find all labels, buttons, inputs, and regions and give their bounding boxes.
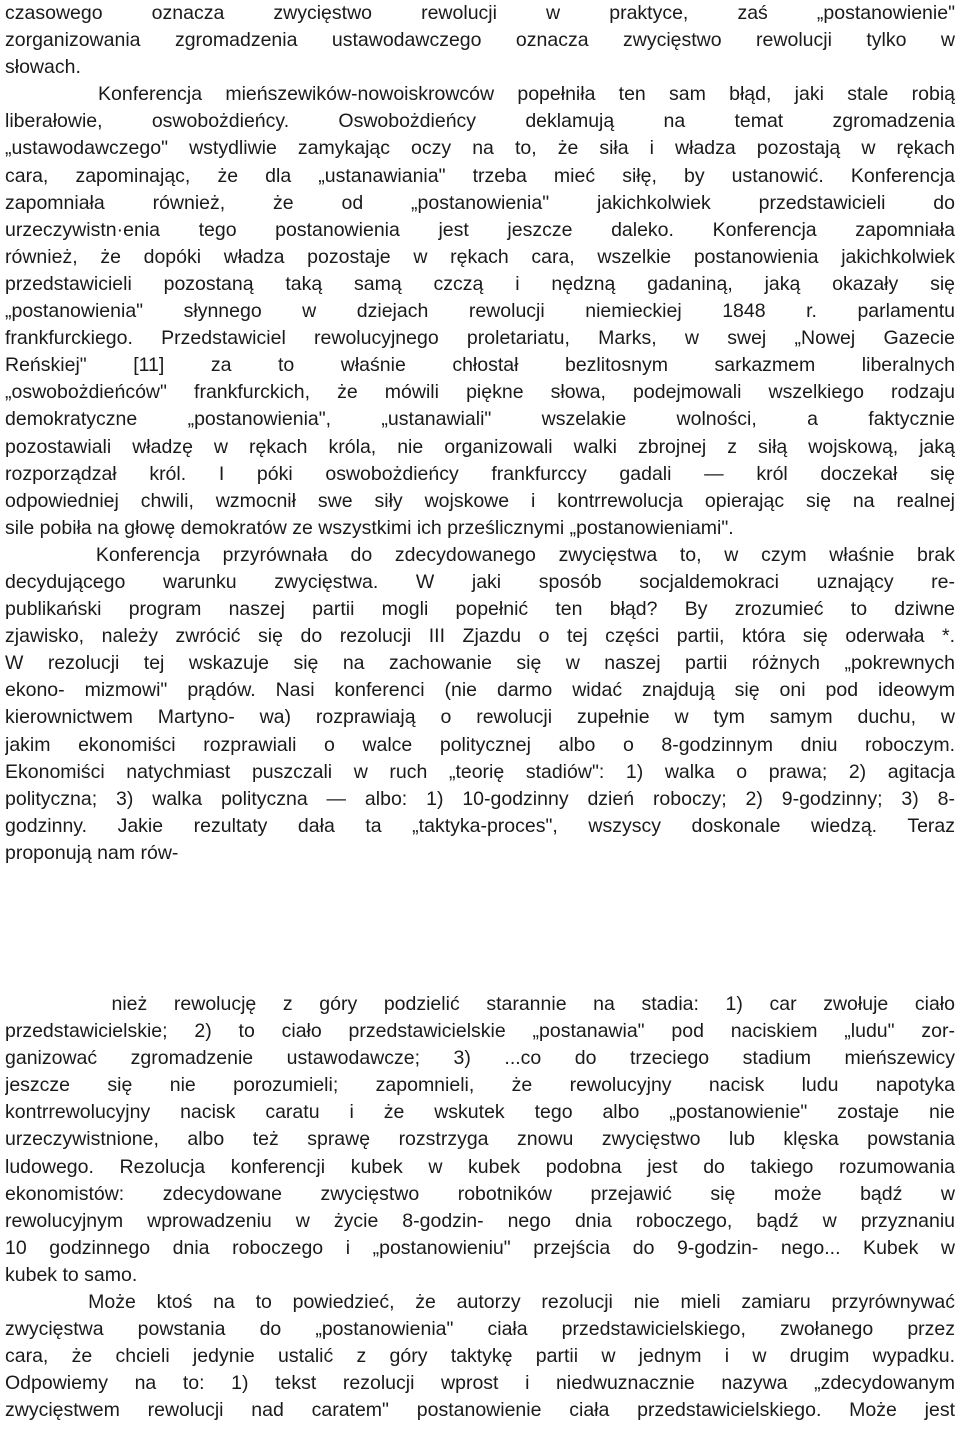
- text-block-top: [5, 0, 955, 867]
- text-line: polityczna; 3) walka polityczna — albo: 1) 10-godzinny dzień roboczy; 2) 9-godzinny; 3) 8-: [5, 787, 955, 810]
- text-line: ganizować zgromadzenie ustawodawcze; 3) ...co do trzeciego stadium mieńszewicy: [5, 1047, 955, 1070]
- text-line: jakim ekonomiści rozprawiali o walce politycznej albo o 8-godzinnym dniu roboczym.: [5, 733, 955, 756]
- text-line: urzeczywistn·enia tego postanowienia jest jeszcze daleko. Konferencja zapomniała: [5, 218, 955, 241]
- text-line: rewolucyjnym wprowadzeniu w życie 8-godzin- nego dnia roboczego, bądź w przyznaniu: [5, 1209, 955, 1232]
- text-line: zorganizowania zgromadzenia ustawodawczego oznacza zwycięstwo rewolucji tylko w: [5, 29, 955, 52]
- text-line: zjawisko, należy zwrócić się do rezolucji III Zjazdu o tej części partii, która się oderwała *.: [5, 625, 955, 648]
- text-line: Konferencja przyrównała do zdecydowanego zwycięstwa to, w czym właśnie brak: [5, 543, 955, 566]
- text-line: proponują nam rów-: [5, 841, 179, 864]
- text-line: kierownictwem Martyno- wa) rozprawiają o rewolucji zupełnie w tym samym duchu, w: [5, 706, 955, 729]
- text-line: frankfurckiego. Przedstawiciel rewolucyjnego proletariatu, Marks, w swej „Nowej Gazecie: [5, 327, 955, 350]
- text-line: Ekonomiści natychmiast puszczali w ruch „teorię stadiów": 1) walka o prawa; 2) agitacja: [5, 760, 955, 783]
- text-line: liberałowie, oswobożdieńcy. Oswobożdieńcy deklamują na temat zgromadzenia: [5, 110, 955, 133]
- text-line: Może ktoś na to powiedzieć, że autorzy rezolucji nie mieli zamiaru przyrównywać: [5, 1291, 955, 1314]
- text-line: zapomniała również, że od „postanowienia" jakichkolwiek przedstawicieli do: [5, 191, 955, 214]
- text-line: również, że dopóki władza pozostaje w rękach cara, wszelkie postanowienia jakichkolwiek: [5, 245, 955, 268]
- text-line: ekonomistów: zdecydowane zwycięstwo robotników przejawić się może bądź w: [5, 1182, 955, 1205]
- text-line: urzeczywistnione, albo też sprawę rozstrzyga znowu zwycięstwo lub klęska powstania: [5, 1128, 955, 1151]
- text-line: Konferencja mieńszewików-nowoiskrowców popełniła ten sam błąd, jaki stale robią: [5, 83, 955, 106]
- text-line: ekono- mizmowi" prądów. Nasi konferenci (nie darmo widać znajdują się oni pod ideowym: [5, 679, 955, 702]
- text-line: kubek to samo.: [5, 1263, 138, 1286]
- text-line: demokratyczne „postanowienia", „ustanawiali" wszelakie wolności, a faktycznie: [5, 408, 955, 431]
- text-line: zwycięstwem rewolucji nad caratem" postanowienie ciała przedstawicielskiego. Może jest: [5, 1399, 955, 1422]
- text-line: cara, zapominając, że dla „ustanawiania" trzeba mieć siłę, by ustanowić. Konferencja: [5, 164, 955, 187]
- page-break-gap: [5, 890, 955, 990]
- text-line: decydującego warunku zwycięstwa. W jaki sposób socjaldemokraci uznający re-: [5, 570, 955, 593]
- text-line: godzinny. Jakie rezultaty dała ta „taktyka-proces", wszyscy doskonale wiedzą. Teraz: [5, 814, 955, 837]
- text-line: ludowego. Rezolucja konferencji kubek w kubek podobna jest do takiego rozumowania: [5, 1155, 955, 1178]
- text-line: „ustawodawczego" wstydliwie zamykając oczy na to, że siła i władza pozostają w rękach: [5, 137, 955, 160]
- text-line: rozporządzał król. I póki oswobożdieńcy frankfurccy gadali — król doczekał się: [5, 462, 955, 485]
- text-line: „oswobożdieńców" frankfurckich, że mówili piękne słowa, podejmowali wszelkiego rodzaju: [5, 381, 955, 404]
- text-line: W rezolucji tej wskazuje się na zachowanie się w naszej partii różnych „pokrewnych: [5, 652, 955, 675]
- text-line: sile pobiła na głowę demokratów ze wszystkimi ich prześlicznymi „postanowieniami".: [5, 516, 734, 539]
- text-line: jeszcze się nie porozumieli; zapomnieli, że rewolucyjny nacisk ludu napotyka: [5, 1074, 955, 1097]
- text-line: przedstawicieli pozostaną taką samą czczą i nędzną gadaniną, jaką okazały się: [5, 272, 955, 295]
- text-line: Reńskiej" [11] za to właśnie chłostał bezlitosnym sarkazmem liberalnych: [5, 354, 955, 377]
- text-line: cara, że chcieli jedynie ustalić z góry taktykę partii w jednym i w drugim wypadku.: [5, 1345, 955, 1368]
- text-line: nież rewolucję z góry podzielić starannie na stadia: 1) car zwołuje ciało: [5, 993, 955, 1015]
- text-line: odpowiedniej chwili, wzmocnił swe siły wojskowe i kontrrewolucja opierając się na realnej: [5, 489, 955, 512]
- text-line: kontrrewolucyjny nacisk caratu i że wskutek tego albo „postanowienie" zostaje nie: [5, 1101, 955, 1124]
- text-line: „postanowienia" słynnego w dziejach rewolucji niemieckiej 1848 r. parlamentu: [5, 300, 955, 323]
- text-line: przedstawicielskie; 2) to ciało przedstawicielskie „postanawia" pod naciskiem „ludu" zor-: [5, 1020, 955, 1043]
- text-line: pozostawiali władzę w rękach króla, nie organizowali walki zbrojnej z siłą wojskową, jaką: [5, 435, 955, 458]
- text-line: Odpowiemy na to: 1) tekst rezolucji wprost i niedwuznacznie nazywa „zdecydowanym: [5, 1372, 955, 1395]
- text-line: zwycięstwa powstania do „postanowienia" ciała przedstawicielskiego, zwołanego przez: [5, 1318, 955, 1341]
- text-line: publikański program naszej partii mogli popełnić ten błąd? By zrozumieć to dziwne: [5, 598, 955, 621]
- text-line: czasowego oznacza zwycięstwo rewolucji w praktyce, zaś „postanowienie": [5, 2, 955, 24]
- text-line: słowach.: [5, 56, 81, 79]
- text-line: 10 godzinnego dnia roboczego i „postanowieniu" przejścia do 9-godzin- nego... Kubek w: [5, 1236, 955, 1259]
- text-block-bottom: [5, 991, 955, 1425]
